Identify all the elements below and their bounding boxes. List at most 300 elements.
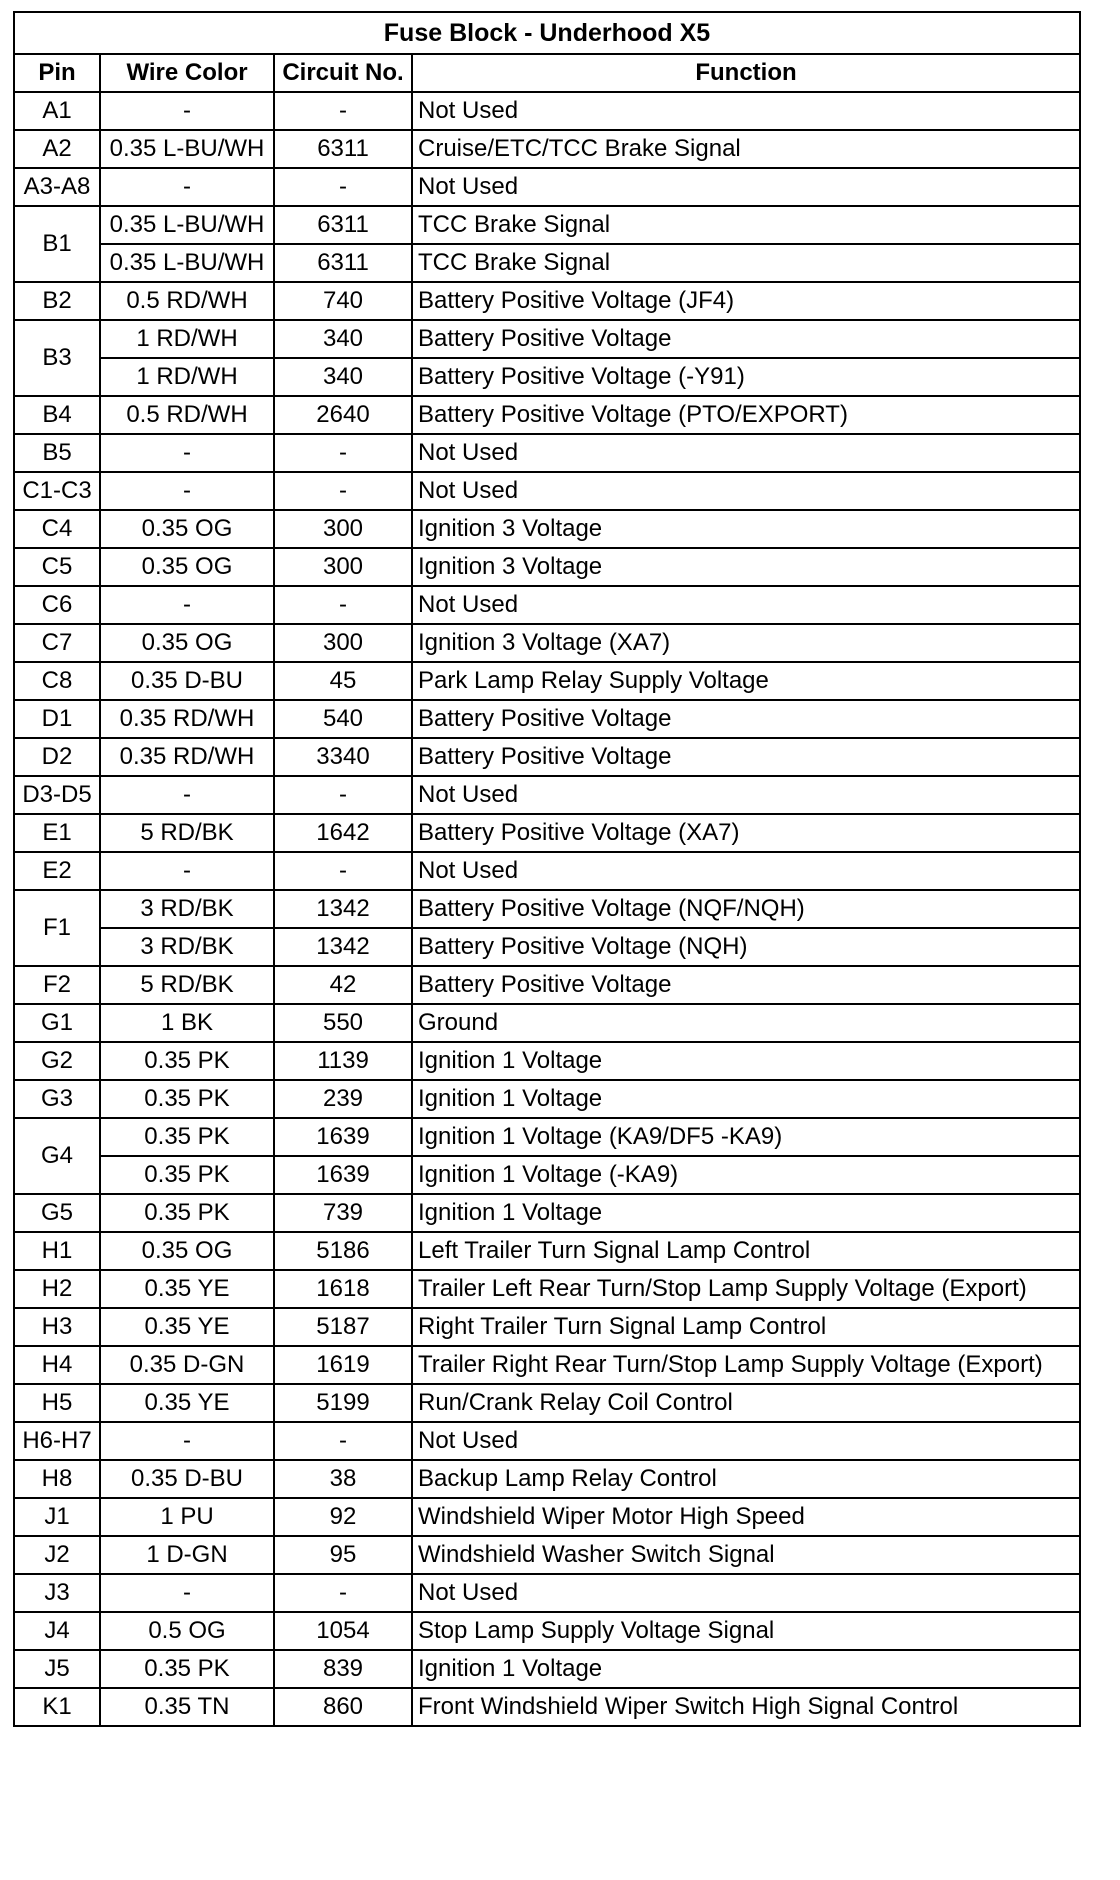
pin-cell: D2 [14,738,100,776]
table-row [14,1232,1080,1270]
function-text: Battery Positive Voltage (JF4) [418,287,735,314]
circuit-number-cell [274,1156,412,1194]
wire-color-text: - [183,1427,191,1454]
function-text: Ignition 1 Voltage [418,1047,603,1074]
circuit-number-text: 3340 [316,743,370,770]
wire-color-text: 0.35 L-BU/WH [109,249,265,276]
function-text: Battery Positive Voltage [418,325,672,352]
function-cell [412,1042,1080,1080]
function-cell [412,1194,1080,1232]
circuit-number-text: 38 [329,1465,357,1492]
wire-color-cell [100,1118,274,1156]
table-row [14,776,1080,814]
wire-color-text: 0.35 L-BU/WH [109,135,265,162]
circuit-number-text: 1139 [317,1047,369,1074]
circuit-number-text: 5186 [316,1237,370,1264]
function-text: Ignition 1 Voltage (-KA9) [418,1161,679,1188]
wire-color-text: 0.35 L-BU/WH [109,211,265,238]
table-row [14,1080,1080,1118]
table-row [14,1498,1080,1536]
wire-color-text: 1 RD/WH [136,363,238,390]
function-cell [412,244,1080,282]
pin-cell: H6-H7 [14,1422,100,1460]
function-text: Not Used [418,591,519,618]
table-row [14,206,1080,244]
wire-color-cell [100,1270,274,1308]
circuit-number-cell [274,1004,412,1042]
wire-color-text: - [183,591,191,618]
wire-color-cell [100,1498,274,1536]
pin-cell: G4 [14,1118,100,1194]
wire-color-cell [100,738,274,776]
wire-color-cell [100,1346,274,1384]
wire-color-cell [100,434,274,472]
wire-color-text: 0.5 OG [148,1617,226,1644]
wire-color-cell [100,1156,274,1194]
circuit-number-cell [274,1270,412,1308]
function-text: Run/Crank Relay Coil Control [418,1389,733,1416]
function-cell [412,282,1080,320]
function-cell [412,1232,1080,1270]
function-text: Ignition 3 Voltage (XA7) [418,629,671,656]
circuit-number-cell [274,1498,412,1536]
pin-cell: D3-D5 [14,776,100,814]
circuit-number-text: 300 [322,629,364,656]
function-cell [412,1422,1080,1460]
circuit-number-cell [274,1080,412,1118]
function-text: Not Used [418,1579,519,1606]
circuit-number-cell [274,282,412,320]
pin-cell: J4 [14,1612,100,1650]
function-cell [412,700,1080,738]
circuit-number-text: 1342 [316,933,370,960]
table-row [14,244,1080,282]
table-row [14,548,1080,586]
function-cell [412,1346,1080,1384]
function-cell [412,890,1080,928]
wire-color-text: - [183,1579,191,1606]
table-row [14,852,1080,890]
table-row [14,1460,1080,1498]
function-text: TCC Brake Signal [418,249,611,276]
wire-color-text: 0.35 OG [141,1237,233,1264]
function-text: Battery Positive Voltage (XA7) [418,819,740,846]
circuit-number-cell [274,624,412,662]
wire-color-cell [100,206,274,244]
table-row [14,510,1080,548]
pin-cell: B4 [14,396,100,434]
circuit-number-cell [274,92,412,130]
pin-cell: C7 [14,624,100,662]
table-row [14,1688,1080,1726]
function-cell [412,1574,1080,1612]
header-pin: Pin [14,54,100,92]
circuit-number-cell [274,548,412,586]
function-text: Not Used [418,439,519,466]
function-cell [412,1156,1080,1194]
circuit-number-text: - [339,477,347,504]
wire-color-text: 1 D-GN [146,1541,228,1568]
circuit-number-text: 239 [322,1085,364,1112]
wire-color-text: 0.35 OG [141,515,233,542]
function-cell [412,1080,1080,1118]
pin-cell: H3 [14,1308,100,1346]
circuit-number-text: 42 [329,971,357,998]
function-cell [412,966,1080,1004]
wire-color-text: 0.35 YE [144,1313,230,1340]
circuit-number-cell [274,358,412,396]
wire-color-text: 0.35 D-GN [129,1351,245,1378]
circuit-number-text: 5187 [316,1313,370,1340]
wire-color-text: - [183,857,191,884]
circuit-number-cell [274,510,412,548]
pin-cell: J5 [14,1650,100,1688]
pin-cell: F2 [14,966,100,1004]
circuit-number-text: 540 [322,705,364,732]
wire-color-text: 0.35 YE [144,1389,230,1416]
table-row [14,586,1080,624]
pin-cell: G2 [14,1042,100,1080]
function-text: Not Used [418,857,519,884]
circuit-number-text: - [339,173,347,200]
wire-color-text: 1 RD/WH [136,325,238,352]
function-cell [412,510,1080,548]
wire-color-cell [100,776,274,814]
circuit-number-text: 1342 [316,895,370,922]
wire-color-text: 0.35 D-BU [130,1465,244,1492]
pin-cell: B3 [14,320,100,396]
pin-cell: E1 [14,814,100,852]
table-row [14,1612,1080,1650]
circuit-number-cell [274,396,412,434]
circuit-number-cell [274,852,412,890]
table-row [14,168,1080,206]
pin-cell: A2 [14,130,100,168]
wire-color-cell [100,1422,274,1460]
pin-cell: C8 [14,662,100,700]
function-text: Not Used [418,781,519,808]
table-row [14,1650,1080,1688]
table-title: Fuse Block - Underhood X5 [14,12,1080,54]
wire-color-cell [100,814,274,852]
circuit-number-text: 45 [329,667,357,694]
circuit-number-text: 1619 [316,1351,370,1378]
circuit-number-cell [274,1460,412,1498]
circuit-number-cell [274,586,412,624]
table-row [14,738,1080,776]
wire-color-text: 3 RD/BK [140,933,234,960]
function-cell [412,358,1080,396]
circuit-number-text: 839 [322,1655,364,1682]
title-row [14,12,1080,54]
circuit-number-text: - [339,439,347,466]
pin-cell: B5 [14,434,100,472]
circuit-number-cell [274,814,412,852]
function-cell [412,1612,1080,1650]
wire-color-text: 5 RD/BK [140,971,234,998]
pin-cell: D1 [14,700,100,738]
circuit-number-cell [274,700,412,738]
circuit-number-text: 300 [322,553,364,580]
pin-cell: C6 [14,586,100,624]
table-row [14,1118,1080,1156]
circuit-number-cell [274,1118,412,1156]
circuit-number-cell [274,928,412,966]
function-text: Cruise/ETC/TCC Brake Signal [418,135,741,162]
pin-cell: G5 [14,1194,100,1232]
function-text: Battery Positive Voltage (NQF/NQH) [418,895,805,922]
function-cell [412,92,1080,130]
function-cell [412,548,1080,586]
wire-color-cell [100,472,274,510]
table-row [14,358,1080,396]
wire-color-cell [100,890,274,928]
pin-cell: H5 [14,1384,100,1422]
wire-color-cell [100,510,274,548]
wire-color-text: - [183,477,191,504]
wire-color-cell [100,320,274,358]
table-row [14,130,1080,168]
wire-color-text: - [183,781,191,808]
wire-color-cell [100,624,274,662]
wire-color-cell [100,1536,274,1574]
function-text: Backup Lamp Relay Control [418,1465,717,1492]
circuit-number-cell [274,1688,412,1726]
function-cell [412,206,1080,244]
pin-cell: B2 [14,282,100,320]
circuit-number-cell [274,1612,412,1650]
pin-cell: E2 [14,852,100,890]
wire-color-cell [100,586,274,624]
function-text: Left Trailer Turn Signal Lamp Control [418,1237,811,1264]
pin-cell: A1 [14,92,100,130]
function-cell [412,738,1080,776]
circuit-number-text: 95 [329,1541,357,1568]
circuit-number-text: 340 [322,363,364,390]
header-wire-color: Wire Color [100,54,274,92]
wire-color-cell [100,1080,274,1118]
function-text: Ignition 3 Voltage [418,515,603,542]
function-text: Not Used [418,1427,519,1454]
circuit-number-text: 5199 [316,1389,370,1416]
circuit-number-text: 92 [329,1503,357,1530]
wire-color-cell [100,662,274,700]
table-row [14,890,1080,928]
circuit-number-cell [274,1574,412,1612]
wire-color-cell [100,1460,274,1498]
wire-color-cell [100,168,274,206]
function-cell [412,396,1080,434]
function-cell [412,472,1080,510]
table-row [14,624,1080,662]
pin-cell: G1 [14,1004,100,1042]
wire-color-text: 0.35 OG [141,553,233,580]
function-text: Trailer Left Rear Turn/Stop Lamp Supply Voltage (Export) [418,1275,1027,1302]
wire-color-cell [100,928,274,966]
circuit-number-cell [274,1042,412,1080]
circuit-number-cell [274,776,412,814]
circuit-number-text: 1642 [316,819,370,846]
function-text: Ground [418,1009,499,1036]
table-row [14,1194,1080,1232]
circuit-number-text: 1054 [316,1617,370,1644]
function-text: Ignition 3 Voltage [418,553,603,580]
pin-cell: J3 [14,1574,100,1612]
table-row [14,434,1080,472]
function-text: Battery Positive Voltage [418,971,672,998]
pin-cell: J2 [14,1536,100,1574]
function-cell [412,1650,1080,1688]
function-cell [412,776,1080,814]
circuit-number-text: - [339,1427,347,1454]
function-text: Park Lamp Relay Supply Voltage [418,667,769,694]
wire-color-cell [100,852,274,890]
circuit-number-text: - [339,97,347,124]
wire-color-text: 0.35 PK [144,1161,230,1188]
wire-color-text: 5 RD/BK [140,819,234,846]
function-text: Battery Positive Voltage (PTO/EXPORT) [418,401,848,428]
function-text: Ignition 1 Voltage [418,1085,603,1112]
table-row [14,1270,1080,1308]
function-text: Battery Positive Voltage (-Y91) [418,363,745,390]
wire-color-cell [100,1384,274,1422]
function-text: Not Used [418,173,519,200]
table-row [14,92,1080,130]
circuit-number-cell [274,168,412,206]
circuit-number-cell [274,1194,412,1232]
wire-color-cell [100,396,274,434]
function-cell [412,814,1080,852]
circuit-number-cell [274,320,412,358]
wire-color-cell [100,92,274,130]
pin-cell: C1-C3 [14,472,100,510]
wire-color-cell [100,1004,274,1042]
wire-color-text: 0.35 TN [144,1693,230,1720]
wire-color-text: 0.35 D-BU [130,667,244,694]
wire-color-cell [100,700,274,738]
function-cell [412,1688,1080,1726]
circuit-number-cell [274,1346,412,1384]
circuit-number-text: 860 [322,1693,364,1720]
function-text: Windshield Wiper Motor High Speed [418,1503,805,1530]
function-cell [412,662,1080,700]
wire-color-text: - [183,173,191,200]
circuit-number-text: 340 [322,325,364,352]
wire-color-text: 0.35 RD/WH [119,743,255,770]
function-text: Stop Lamp Supply Voltage Signal [418,1617,775,1644]
wire-color-text: 0.5 RD/WH [126,287,248,314]
pin-cell: K1 [14,1688,100,1726]
wire-color-cell [100,1688,274,1726]
wire-color-cell [100,1194,274,1232]
circuit-number-text: - [339,1579,347,1606]
function-cell [412,852,1080,890]
table-row [14,396,1080,434]
wire-color-text: 0.35 YE [144,1275,230,1302]
function-text: Ignition 1 Voltage (KA9/DF5 -KA9) [418,1123,783,1150]
function-text: Right Trailer Turn Signal Lamp Control [418,1313,827,1340]
function-cell [412,586,1080,624]
function-text: Not Used [418,477,519,504]
circuit-number-text: 2640 [316,401,370,428]
function-cell [412,928,1080,966]
circuit-number-cell [274,1536,412,1574]
table-row [14,320,1080,358]
function-text: Trailer Right Rear Turn/Stop Lamp Supply Voltage (Export) [418,1351,1043,1378]
table-row [14,472,1080,510]
table-row [14,1004,1080,1042]
wire-color-text: 0.35 PK [144,1655,230,1682]
table-row [14,662,1080,700]
wire-color-text: 0.35 PK [144,1199,230,1226]
table-row [14,1308,1080,1346]
wire-color-cell [100,282,274,320]
function-cell [412,1270,1080,1308]
circuit-number-cell [274,1650,412,1688]
circuit-number-text: 1618 [316,1275,370,1302]
circuit-number-cell [274,1384,412,1422]
pin-cell: H1 [14,1232,100,1270]
function-text: Battery Positive Voltage (NQH) [418,933,748,960]
wire-color-cell [100,244,274,282]
circuit-number-text: 300 [322,515,364,542]
function-cell [412,434,1080,472]
table-row [14,928,1080,966]
circuit-number-text: 550 [322,1009,364,1036]
circuit-number-cell [274,662,412,700]
connector-table-sheet [13,11,1079,1727]
circuit-number-cell [274,130,412,168]
circuit-number-text: 6311 [317,211,369,238]
wire-color-cell [100,1308,274,1346]
function-cell [412,1308,1080,1346]
wire-color-text: 3 RD/BK [140,895,234,922]
pin-cell: H4 [14,1346,100,1384]
function-cell [412,1498,1080,1536]
circuit-number-text: - [339,857,347,884]
wire-color-text: 0.35 PK [144,1085,230,1112]
pin-cell: F1 [14,890,100,966]
table-row [14,1384,1080,1422]
header-row [14,54,1080,92]
circuit-number-cell [274,738,412,776]
wire-color-text: 0.35 OG [141,629,233,656]
wire-color-text: - [183,439,191,466]
circuit-number-text: - [339,591,347,618]
function-text: Not Used [418,97,519,124]
circuit-number-text: 1639 [316,1123,370,1150]
wire-color-cell [100,130,274,168]
function-cell [412,1460,1080,1498]
wire-color-cell [100,1650,274,1688]
function-text: Front Windshield Wiper Switch High Signal Control [418,1693,959,1720]
function-text: Battery Positive Voltage [418,705,672,732]
function-cell [412,624,1080,662]
wire-color-text: 1 PU [160,1503,214,1530]
circuit-number-text: 739 [322,1199,364,1226]
table-body [14,92,1080,1726]
pin-cell: A3-A8 [14,168,100,206]
circuit-number-cell [274,1422,412,1460]
circuit-number-cell [274,472,412,510]
function-cell [412,1118,1080,1156]
function-text: Ignition 1 Voltage [418,1199,603,1226]
function-text: TCC Brake Signal [418,211,611,238]
wire-color-cell [100,1612,274,1650]
header-function: Function [412,54,1080,92]
table-row [14,700,1080,738]
function-text: Windshield Washer Switch Signal [418,1541,775,1568]
